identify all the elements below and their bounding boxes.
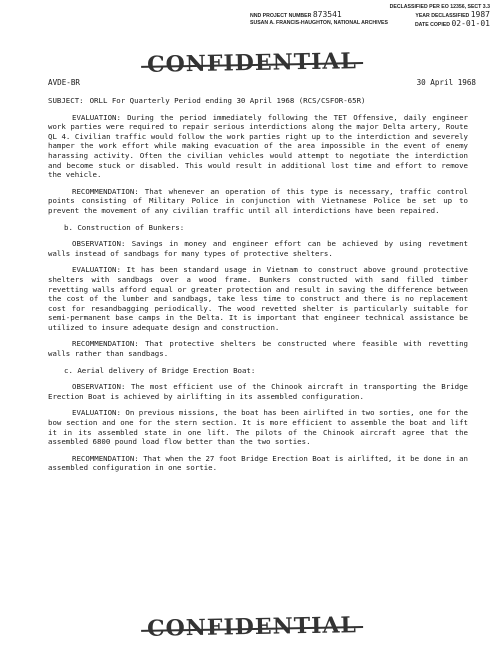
confidential-stamp-top: CONFIDENTIAL <box>146 48 358 78</box>
date-copied: 02-01-01 <box>451 19 490 28</box>
recommendation-traffic: RECOMMENDATION: That whenever an operation of this type is necessary, traffic control points consisting of Military Police in conjunction with Vietnamese Police be set up to prevent the movement of any civilian traffic until all interdictions have been repaired. <box>48 186 468 215</box>
office-symbol: AVDE-BR <box>48 78 81 87</box>
confidential-stamp-bottom: CONFIDENTIAL <box>146 612 358 642</box>
declass-authority: DECLASSIFIED PER EO 12356, SECT 3.3 <box>389 4 490 10</box>
subject-text: ORLL For Quarterly Period ending 30 April 1968 (RCS/CSFOR-65R) <box>89 96 366 105</box>
evaluation-boat: EVALUATION: On previous missions, the boat has been airlifted in two sorties, one for the bow section and one for the stern section. It is more efficient to assemble the boat and lift it in its assembled state in one lift. The pilots of the Chinook aircraft agree that the assembled 6800 pound load flow better than the two sorties. <box>48 408 469 447</box>
document-body <box>48 96 468 480</box>
declassification-stamp <box>250 4 490 29</box>
evaluation-traffic: EVALUATION: During the period immediately following the TET Offensive, daily engineer work parties were required to repair serious interdictions along the major Delta artery, Route QL 4. Civilian traffic would follow the work parties right up to the interdiction and severely hamper the work effort while making evacuation of the area impossible in the event of enemy harassing activity. Often the civilian vehicles would attempt to negotiate the interdiction and become stuck or disabled. This would result in additional lost time and effort to remove the vehicle. <box>48 112 468 180</box>
recommendation-boat: RECOMMENDATION: That when the 27 foot Bridge Erection Boat is airlifted, it be done in an assembled configuration in one sortie. <box>48 453 469 473</box>
recommendation-bunkers: RECOMMENDATION: That protective shelters be constructed where feasible with revetting walls rather than sandbags. <box>48 339 468 359</box>
project-label: NND PROJECT NUMBER <box>250 13 312 19</box>
section-c-heading: c. Aerial delivery of Bridge Erection Boat: <box>64 365 256 375</box>
observation-boat: OBSERVATION: The most efficient use of the Chinook aircraft in transporting the Bridge Erection Boat is achieved by airlifting in its assembled configuration. <box>48 382 468 401</box>
evaluation-bunkers: EVALUATION: It has been standard usage in Vietnam to construct above ground protective shelters with sandbags over a wood frame. Bunkers constructed with sand filled timber revetting walls afford equal or greater protection and result in saving the difference between the cost of the lumber and sandbags, take less time to construct and there is no replacement cost for resandbagging periodically. The wood revetted shelter is particularly suitable for semi-permanent base camps in the Delta. It is important that engineer technical assistance be utilized to insure adequate design and construction. <box>48 265 468 332</box>
year-label: YEAR DECLASSIFIED <box>415 13 470 19</box>
archive-label: SUSAN A. FRANCIS-HAUGHTON, NATIONAL ARCHIVES <box>250 20 388 26</box>
section-b-heading: b. Construction of Bunkers: <box>64 222 185 232</box>
document-date: 30 April 1968 <box>416 78 476 87</box>
project-number: 873541 <box>312 10 342 19</box>
observation-bunkers: OBSERVATION: Savings in money and engineer effort can be achieved by using revetment walls instead of sandbags for many types of protective shelters. <box>48 239 468 258</box>
subject-line <box>48 96 468 106</box>
subject-label: SUBJECT: <box>48 96 84 105</box>
date-copied-label: DATE COPIED <box>414 22 451 28</box>
year-declassified: 1987 <box>470 10 490 19</box>
